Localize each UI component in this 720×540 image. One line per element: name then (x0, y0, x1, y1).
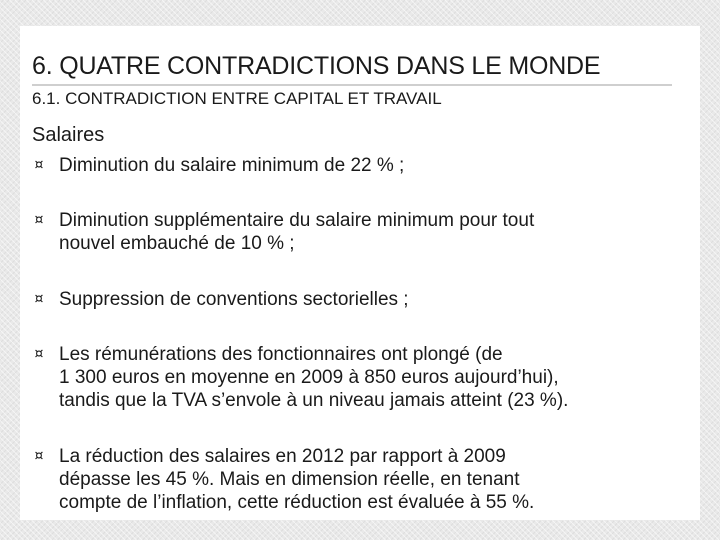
bullet-item (32, 445, 692, 514)
bullet-item (32, 288, 692, 311)
bullet-text: Les rémunérations des fonctionnaires ont plongé (de 1 300 euros en moyenne en 2009 à 850 euros aujourd’hui), tandis que la TVA s’envole à un niveau jamais atteint (23 %). (59, 344, 569, 411)
x-mark-icon: ¤ (34, 157, 44, 173)
x-mark-icon: ¤ (34, 212, 44, 228)
section-label: Salaires (32, 124, 105, 146)
bullet-item (32, 154, 692, 177)
slide-title: 6. QUATRE CONTRADICTIONS DANS LE MONDE (32, 52, 601, 80)
x-mark-icon: ¤ (34, 346, 44, 362)
slide-subtitle: 6.1. CONTRADICTION ENTRE CAPITAL ET TRAVAIL (32, 89, 442, 108)
x-mark-icon: ¤ (34, 448, 44, 464)
bullet-text: Suppression de conventions sectorielles ; (59, 289, 409, 310)
bullet-text: La réduction des salaires en 2012 par rapport à 2009 dépasse les 45 %. Mais en dimension réelle, en tenant compte de l’inflation, cette réduction est évaluée à 55 %. (59, 446, 535, 513)
bullet-item (32, 343, 692, 412)
x-mark-icon: ¤ (34, 291, 44, 307)
bullet-text: Diminution du salaire minimum de 22 % ; (59, 155, 405, 176)
title-underline (32, 84, 672, 86)
bullet-text: Diminution supplémentaire du salaire minimum pour tout nouvel embauché de 10 % ; (59, 210, 535, 254)
slide (20, 26, 700, 520)
bullet-item (32, 209, 692, 255)
